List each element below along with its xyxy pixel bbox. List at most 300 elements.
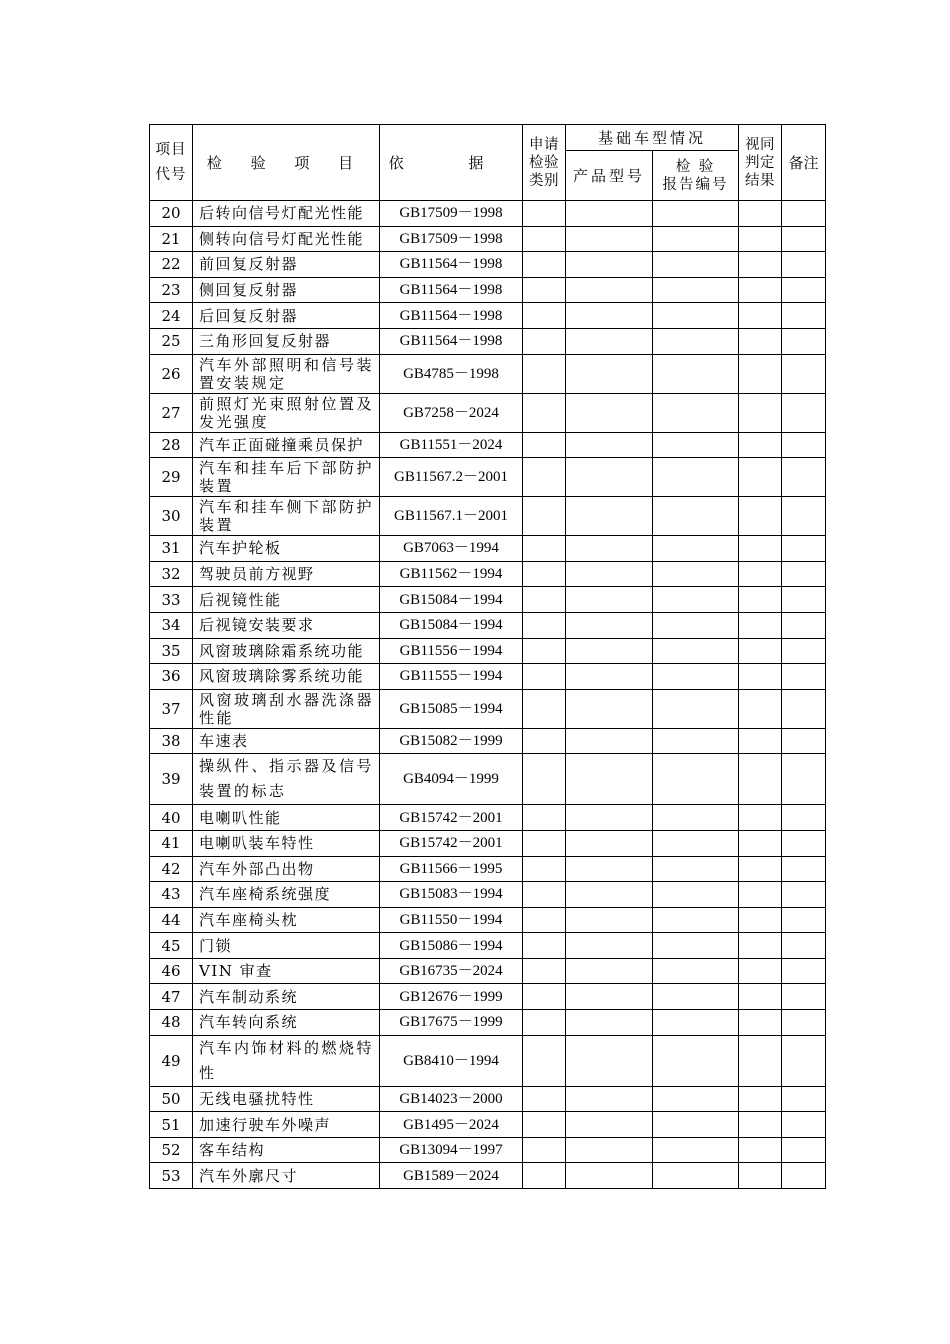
row-basis: GB17509－1998 <box>380 201 523 227</box>
row-product-model[interactable] <box>566 958 653 984</box>
row-report-number[interactable] <box>653 1137 739 1163</box>
row-code: 32 <box>150 561 193 587</box>
row-code: 39 <box>150 754 193 805</box>
row-code: 46 <box>150 958 193 984</box>
row-remark[interactable] <box>782 458 826 497</box>
row-basis: GB11567.2－2001 <box>380 458 523 497</box>
row-product-model[interactable] <box>566 754 653 805</box>
row-report-number[interactable] <box>653 933 739 959</box>
row-report-number[interactable] <box>653 612 739 638</box>
row-inspection-item: VIN 审查 <box>193 958 380 984</box>
row-report-number[interactable] <box>653 984 739 1010</box>
row-basis: GB15086－1994 <box>380 933 523 959</box>
row-report-number[interactable] <box>653 587 739 613</box>
row-apply-category[interactable] <box>523 1137 566 1163</box>
table-row <box>150 830 826 856</box>
row-basis: GB15083－1994 <box>380 882 523 908</box>
row-basis: GB11551－2024 <box>380 432 523 458</box>
row-basis: GB4094－1999 <box>380 754 523 805</box>
row-report-number[interactable] <box>653 638 739 664</box>
table-row <box>150 497 826 536</box>
row-product-model[interactable] <box>566 984 653 1010</box>
table-row <box>150 728 826 754</box>
table-row <box>150 1086 826 1112</box>
row-code: 21 <box>150 226 193 252</box>
row-basis: GB11550－1994 <box>380 907 523 933</box>
row-basis: GB1589－2024 <box>380 1163 523 1189</box>
row-basis: GB11567.1－2001 <box>380 497 523 536</box>
row-deemed-result[interactable] <box>739 303 782 329</box>
table-row <box>150 328 826 354</box>
row-product-model[interactable] <box>566 458 653 497</box>
row-remark[interactable] <box>782 638 826 664</box>
row-basis: GB11564－1998 <box>380 252 523 278</box>
row-code: 37 <box>150 689 193 728</box>
row-product-model[interactable] <box>566 328 653 354</box>
row-remark[interactable] <box>782 393 826 432</box>
row-remark[interactable] <box>782 856 826 882</box>
row-basis: GB4785－1998 <box>380 354 523 393</box>
row-inspection-item: 汽车内饰材料的燃烧特性 <box>193 1035 380 1086</box>
row-report-number[interactable] <box>653 226 739 252</box>
row-apply-category[interactable] <box>523 432 566 458</box>
row-apply-category[interactable] <box>523 303 566 329</box>
row-report-number[interactable] <box>653 1010 739 1036</box>
row-basis: GB11564－1998 <box>380 277 523 303</box>
row-basis: GB14023－2000 <box>380 1086 523 1112</box>
row-deemed-result[interactable] <box>739 277 782 303</box>
table-row <box>150 458 826 497</box>
table-row <box>150 933 826 959</box>
row-inspection-item: 操纵件、指示器及信号装置的标志 <box>193 754 380 805</box>
row-basis: GB7258－2024 <box>380 393 523 432</box>
row-code: 50 <box>150 1086 193 1112</box>
table-row <box>150 201 826 227</box>
row-inspection-item: 汽车和挂车后下部防护装置 <box>193 458 380 497</box>
row-product-model[interactable] <box>566 303 653 329</box>
header-basis: 依 据 <box>380 125 523 201</box>
row-apply-category[interactable] <box>523 612 566 638</box>
row-remark[interactable] <box>782 587 826 613</box>
row-report-number[interactable] <box>653 728 739 754</box>
row-inspection-item: 风窗玻璃除雾系统功能 <box>193 664 380 690</box>
row-inspection-item: 汽车座椅头枕 <box>193 907 380 933</box>
row-product-model[interactable] <box>566 393 653 432</box>
table-row <box>150 907 826 933</box>
row-basis: GB15085－1994 <box>380 689 523 728</box>
row-report-number[interactable] <box>653 907 739 933</box>
table-row <box>150 856 826 882</box>
table-row <box>150 226 826 252</box>
row-product-model[interactable] <box>566 587 653 613</box>
row-basis: GB12676－1999 <box>380 984 523 1010</box>
row-remark[interactable] <box>782 1112 826 1138</box>
table-row <box>150 354 826 393</box>
row-deemed-result[interactable] <box>739 664 782 690</box>
row-code: 33 <box>150 587 193 613</box>
row-apply-category[interactable] <box>523 689 566 728</box>
row-report-number[interactable] <box>653 561 739 587</box>
row-code: 20 <box>150 201 193 227</box>
header-deemed-result: 视同 判定 结果 <box>739 125 782 201</box>
row-product-model[interactable] <box>566 1163 653 1189</box>
row-basis: GB15742－2001 <box>380 805 523 831</box>
row-apply-category[interactable] <box>523 958 566 984</box>
row-product-model[interactable] <box>566 432 653 458</box>
row-code: 22 <box>150 252 193 278</box>
row-deemed-result[interactable] <box>739 328 782 354</box>
row-product-model[interactable] <box>566 1137 653 1163</box>
row-report-number[interactable] <box>653 277 739 303</box>
row-code: 25 <box>150 328 193 354</box>
row-product-model[interactable] <box>566 1086 653 1112</box>
row-remark[interactable] <box>782 354 826 393</box>
table-row <box>150 561 826 587</box>
row-report-number[interactable] <box>653 830 739 856</box>
row-report-number[interactable] <box>653 1163 739 1189</box>
row-deemed-result[interactable] <box>739 536 782 562</box>
header-base-model: 基础车型情况 <box>566 125 739 151</box>
row-apply-category[interactable] <box>523 393 566 432</box>
row-deemed-result[interactable] <box>739 393 782 432</box>
row-code: 43 <box>150 882 193 908</box>
row-report-number[interactable] <box>653 805 739 831</box>
row-code: 44 <box>150 907 193 933</box>
row-code: 40 <box>150 805 193 831</box>
row-deemed-result[interactable] <box>739 354 782 393</box>
row-product-model[interactable] <box>566 830 653 856</box>
row-apply-category[interactable] <box>523 856 566 882</box>
row-code: 38 <box>150 728 193 754</box>
row-inspection-item: 客车结构 <box>193 1137 380 1163</box>
row-deemed-result[interactable] <box>739 1137 782 1163</box>
row-product-model[interactable] <box>566 638 653 664</box>
row-remark[interactable] <box>782 328 826 354</box>
row-inspection-item: 侧转向信号灯配光性能 <box>193 226 380 252</box>
row-report-number[interactable] <box>653 1086 739 1112</box>
header-remark: 备注 <box>782 125 826 201</box>
row-report-number[interactable] <box>653 354 739 393</box>
table-row <box>150 664 826 690</box>
row-basis: GB15084－1994 <box>380 612 523 638</box>
row-apply-category[interactable] <box>523 354 566 393</box>
row-remark[interactable] <box>782 1086 826 1112</box>
row-basis: GB11564－1998 <box>380 328 523 354</box>
row-remark[interactable] <box>782 805 826 831</box>
table-row <box>150 612 826 638</box>
row-apply-category[interactable] <box>523 1112 566 1138</box>
row-code: 27 <box>150 393 193 432</box>
row-code: 52 <box>150 1137 193 1163</box>
row-basis: GB8410－1994 <box>380 1035 523 1086</box>
row-apply-category[interactable] <box>523 252 566 278</box>
row-product-model[interactable] <box>566 201 653 227</box>
row-deemed-result[interactable] <box>739 458 782 497</box>
header-product-model: 产品型号 <box>566 151 653 201</box>
row-remark[interactable] <box>782 907 826 933</box>
row-remark[interactable] <box>782 754 826 805</box>
row-apply-category[interactable] <box>523 664 566 690</box>
row-deemed-result[interactable] <box>739 561 782 587</box>
row-apply-category[interactable] <box>523 536 566 562</box>
row-basis: GB11566－1995 <box>380 856 523 882</box>
row-report-number[interactable] <box>653 754 739 805</box>
row-product-model[interactable] <box>566 561 653 587</box>
row-remark[interactable] <box>782 226 826 252</box>
row-basis: GB17509－1998 <box>380 226 523 252</box>
row-apply-category[interactable] <box>523 882 566 908</box>
row-deemed-result[interactable] <box>739 252 782 278</box>
row-basis: GB11564－1998 <box>380 303 523 329</box>
row-product-model[interactable] <box>566 277 653 303</box>
row-deemed-result[interactable] <box>739 1112 782 1138</box>
row-deemed-result[interactable] <box>739 907 782 933</box>
row-apply-category[interactable] <box>523 1035 566 1086</box>
row-remark[interactable] <box>782 933 826 959</box>
row-deemed-result[interactable] <box>739 432 782 458</box>
row-basis: GB15742－2001 <box>380 830 523 856</box>
row-report-number[interactable] <box>653 303 739 329</box>
row-product-model[interactable] <box>566 226 653 252</box>
row-report-number[interactable] <box>653 1112 739 1138</box>
row-apply-category[interactable] <box>523 1163 566 1189</box>
row-report-number[interactable] <box>653 536 739 562</box>
row-product-model[interactable] <box>566 664 653 690</box>
row-remark[interactable] <box>782 561 826 587</box>
row-inspection-item: 电喇叭装车特性 <box>193 830 380 856</box>
row-deemed-result[interactable] <box>739 984 782 1010</box>
row-basis: GB13094－1997 <box>380 1137 523 1163</box>
row-report-number[interactable] <box>653 393 739 432</box>
row-deemed-result[interactable] <box>739 638 782 664</box>
row-apply-category[interactable] <box>523 984 566 1010</box>
row-apply-category[interactable] <box>523 201 566 227</box>
row-product-model[interactable] <box>566 252 653 278</box>
row-apply-category[interactable] <box>523 805 566 831</box>
row-product-model[interactable] <box>566 805 653 831</box>
row-apply-category[interactable] <box>523 907 566 933</box>
row-code: 41 <box>150 830 193 856</box>
row-inspection-item: 汽车制动系统 <box>193 984 380 1010</box>
row-deemed-result[interactable] <box>739 933 782 959</box>
row-inspection-item: 汽车外部凸出物 <box>193 856 380 882</box>
table-row <box>150 689 826 728</box>
row-report-number[interactable] <box>653 252 739 278</box>
row-product-model[interactable] <box>566 882 653 908</box>
row-deemed-result[interactable] <box>739 830 782 856</box>
row-deemed-result[interactable] <box>739 856 782 882</box>
row-remark[interactable] <box>782 536 826 562</box>
row-remark[interactable] <box>782 1035 826 1086</box>
row-report-number[interactable] <box>653 664 739 690</box>
table-row <box>150 1035 826 1086</box>
table-row <box>150 984 826 1010</box>
row-code: 24 <box>150 303 193 329</box>
row-apply-category[interactable] <box>523 497 566 536</box>
row-code: 42 <box>150 856 193 882</box>
row-basis: GB17675－1999 <box>380 1010 523 1036</box>
row-product-model[interactable] <box>566 856 653 882</box>
row-product-model[interactable] <box>566 1035 653 1086</box>
row-product-model[interactable] <box>566 933 653 959</box>
table-row <box>150 805 826 831</box>
row-remark[interactable] <box>782 958 826 984</box>
row-code: 31 <box>150 536 193 562</box>
row-deemed-result[interactable] <box>739 587 782 613</box>
row-code: 26 <box>150 354 193 393</box>
row-remark[interactable] <box>782 432 826 458</box>
row-apply-category[interactable] <box>523 830 566 856</box>
row-deemed-result[interactable] <box>739 1010 782 1036</box>
row-remark[interactable] <box>782 612 826 638</box>
row-deemed-result[interactable] <box>739 226 782 252</box>
row-basis: GB11562－1994 <box>380 561 523 587</box>
inspection-items-table <box>149 124 826 1189</box>
row-remark[interactable] <box>782 1137 826 1163</box>
row-inspection-item: 无线电骚扰特性 <box>193 1086 380 1112</box>
row-deemed-result[interactable] <box>739 728 782 754</box>
row-inspection-item: 汽车外部照明和信号装置安装规定 <box>193 354 380 393</box>
row-code: 29 <box>150 458 193 497</box>
row-apply-category[interactable] <box>523 587 566 613</box>
row-code: 35 <box>150 638 193 664</box>
row-report-number[interactable] <box>653 689 739 728</box>
row-inspection-item: 汽车转向系统 <box>193 1010 380 1036</box>
row-remark[interactable] <box>782 277 826 303</box>
row-inspection-item: 加速行驶车外噪声 <box>193 1112 380 1138</box>
row-deemed-result[interactable] <box>739 805 782 831</box>
row-remark[interactable] <box>782 689 826 728</box>
row-inspection-item: 汽车正面碰撞乘员保护 <box>193 432 380 458</box>
row-code: 36 <box>150 664 193 690</box>
row-deemed-result[interactable] <box>739 201 782 227</box>
row-remark[interactable] <box>782 497 826 536</box>
row-apply-category[interactable] <box>523 1010 566 1036</box>
row-report-number[interactable] <box>653 882 739 908</box>
row-report-number[interactable] <box>653 1035 739 1086</box>
row-apply-category[interactable] <box>523 638 566 664</box>
row-remark[interactable] <box>782 201 826 227</box>
row-product-model[interactable] <box>566 907 653 933</box>
row-code: 48 <box>150 1010 193 1036</box>
table-row <box>150 1137 826 1163</box>
row-remark[interactable] <box>782 984 826 1010</box>
row-remark[interactable] <box>782 303 826 329</box>
row-inspection-item: 汽车外廓尺寸 <box>193 1163 380 1189</box>
row-inspection-item: 门锁 <box>193 933 380 959</box>
row-deemed-result[interactable] <box>739 754 782 805</box>
row-product-model[interactable] <box>566 1010 653 1036</box>
row-product-model[interactable] <box>566 728 653 754</box>
row-basis: GB7063－1994 <box>380 536 523 562</box>
row-code: 45 <box>150 933 193 959</box>
row-inspection-item: 前回复反射器 <box>193 252 380 278</box>
row-deemed-result[interactable] <box>739 497 782 536</box>
row-product-model[interactable] <box>566 689 653 728</box>
row-inspection-item: 后回复反射器 <box>193 303 380 329</box>
row-remark[interactable] <box>782 252 826 278</box>
row-product-model[interactable] <box>566 1112 653 1138</box>
table-body <box>150 201 826 1189</box>
row-deemed-result[interactable] <box>739 958 782 984</box>
row-apply-category[interactable] <box>523 226 566 252</box>
table-row <box>150 1010 826 1036</box>
row-inspection-item: 电喇叭性能 <box>193 805 380 831</box>
row-code: 47 <box>150 984 193 1010</box>
row-product-model[interactable] <box>566 536 653 562</box>
row-code: 34 <box>150 612 193 638</box>
row-inspection-item: 后视镜安装要求 <box>193 612 380 638</box>
row-report-number[interactable] <box>653 432 739 458</box>
row-inspection-item: 风窗玻璃除霜系统功能 <box>193 638 380 664</box>
row-inspection-item: 前照灯光束照射位置及发光强度 <box>193 393 380 432</box>
row-inspection-item: 三角形回复反射器 <box>193 328 380 354</box>
row-apply-category[interactable] <box>523 933 566 959</box>
row-basis: GB1495－2024 <box>380 1112 523 1138</box>
table-row <box>150 638 826 664</box>
table-row <box>150 536 826 562</box>
row-remark[interactable] <box>782 664 826 690</box>
row-report-number[interactable] <box>653 856 739 882</box>
row-report-number[interactable] <box>653 458 739 497</box>
row-remark[interactable] <box>782 830 826 856</box>
row-inspection-item: 后转向信号灯配光性能 <box>193 201 380 227</box>
row-inspection-item: 汽车座椅系统强度 <box>193 882 380 908</box>
row-deemed-result[interactable] <box>739 689 782 728</box>
table-row <box>150 432 826 458</box>
row-code: 49 <box>150 1035 193 1086</box>
row-product-model[interactable] <box>566 354 653 393</box>
table-row <box>150 277 826 303</box>
table-row <box>150 1112 826 1138</box>
row-deemed-result[interactable] <box>739 882 782 908</box>
row-deemed-result[interactable] <box>739 612 782 638</box>
row-apply-category[interactable] <box>523 458 566 497</box>
row-apply-category[interactable] <box>523 1086 566 1112</box>
row-deemed-result[interactable] <box>739 1035 782 1086</box>
row-report-number[interactable] <box>653 201 739 227</box>
row-product-model[interactable] <box>566 612 653 638</box>
row-apply-category[interactable] <box>523 328 566 354</box>
table-row <box>150 393 826 432</box>
row-remark[interactable] <box>782 882 826 908</box>
row-apply-category[interactable] <box>523 754 566 805</box>
row-remark[interactable] <box>782 1163 826 1189</box>
table-row <box>150 587 826 613</box>
row-basis: GB15084－1994 <box>380 587 523 613</box>
row-inspection-item: 车速表 <box>193 728 380 754</box>
row-report-number[interactable] <box>653 328 739 354</box>
row-apply-category[interactable] <box>523 728 566 754</box>
row-report-number[interactable] <box>653 497 739 536</box>
row-code: 51 <box>150 1112 193 1138</box>
row-remark[interactable] <box>782 728 826 754</box>
row-basis: GB11556－1994 <box>380 638 523 664</box>
row-product-model[interactable] <box>566 497 653 536</box>
row-remark[interactable] <box>782 1010 826 1036</box>
row-deemed-result[interactable] <box>739 1163 782 1189</box>
row-code: 30 <box>150 497 193 536</box>
row-inspection-item: 汽车和挂车侧下部防护装置 <box>193 497 380 536</box>
row-deemed-result[interactable] <box>739 1086 782 1112</box>
table-row <box>150 958 826 984</box>
row-inspection-item: 侧回复反射器 <box>193 277 380 303</box>
table-row <box>150 754 826 805</box>
row-report-number[interactable] <box>653 958 739 984</box>
row-apply-category[interactable] <box>523 277 566 303</box>
row-code: 23 <box>150 277 193 303</box>
row-apply-category[interactable] <box>523 561 566 587</box>
